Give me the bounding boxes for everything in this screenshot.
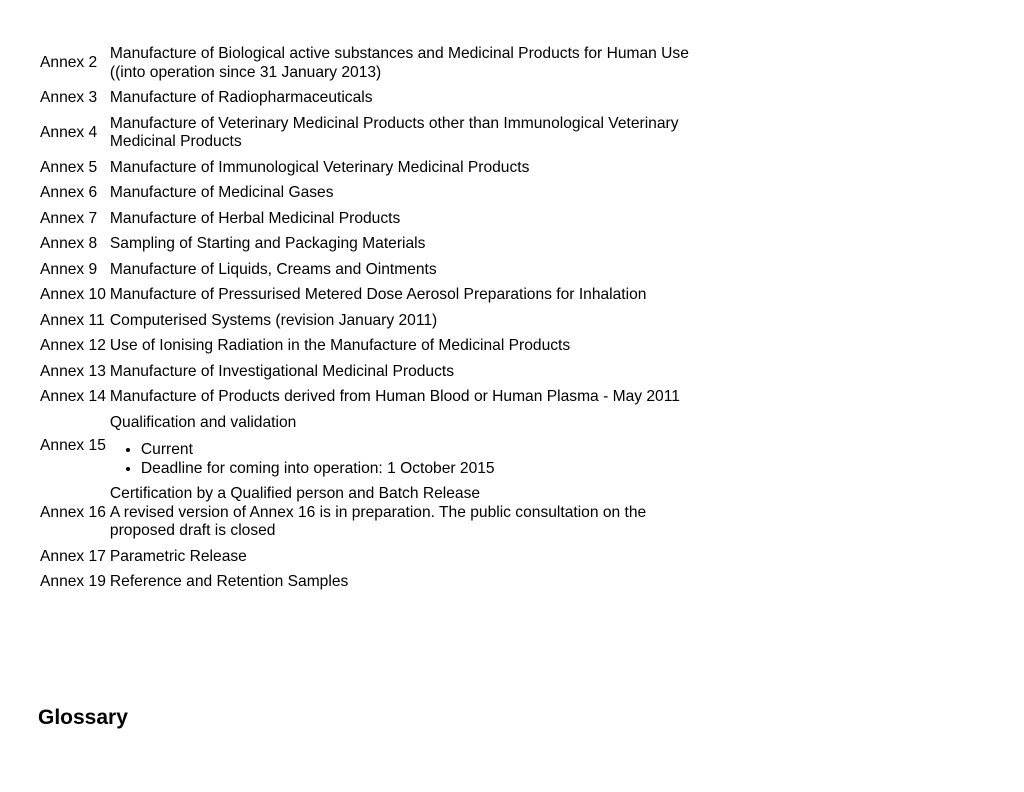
table-row	[40, 485, 700, 541]
annex-id: Annex 9	[40, 260, 98, 278]
annex-id: Annex 8	[40, 235, 98, 252]
annex-title-link[interactable]: Use of Ionising Radiation in the Manufacture of Medicinal Products	[109, 337, 571, 354]
annex-id: Annex 14	[40, 388, 106, 405]
annex-id: Annex 6	[40, 184, 98, 201]
table-row	[40, 363, 700, 382]
annex-title-link[interactable]: Manufacture of Products derived from Human Blood or Human Plasma - May 2011	[109, 388, 680, 405]
annex-id: Annex 13	[40, 362, 106, 380]
table-row	[40, 89, 700, 108]
annex-id: Annex 5	[40, 158, 98, 176]
annex-sub-list	[110, 441, 700, 478]
table-row	[40, 337, 700, 356]
table-row	[40, 184, 700, 203]
annex-id: Annex 3	[40, 89, 98, 106]
table-row	[40, 45, 700, 82]
annex-title-link[interactable]: Certification by a Qualified person and Batch Release	[109, 485, 481, 502]
annex-cell	[110, 485, 700, 541]
glossary-heading: Glossary	[38, 706, 128, 729]
annex-title-link[interactable]: Manufacture of Investigational Medicinal Products	[109, 362, 455, 380]
annex-table	[38, 38, 702, 599]
list-item-link[interactable]: • Current	[141, 441, 700, 460]
annex-title-link[interactable]: Sampling of Starting and Packaging Materials	[109, 235, 426, 252]
annex-title-link[interactable]: Qualification and validation	[109, 413, 297, 431]
annex-id: Annex 4	[40, 123, 98, 141]
table-row	[40, 573, 700, 592]
annex-id: Annex 7	[40, 209, 98, 227]
annex-title-link[interactable]: Manufacture of Pressurised Metered Dose Aerosol Preparations for Inhalation	[109, 286, 647, 303]
table-row	[40, 548, 700, 567]
annex-title-link[interactable]: Manufacture of Immunological Veterinary Medicinal Products	[109, 158, 530, 176]
annex-title-link[interactable]: Parametric Release	[109, 547, 247, 565]
annex-title-link[interactable]: Manufacture of Veterinary Medicinal Products other than Immunological Veterinary Medicinal Products	[109, 114, 679, 150]
table-row	[40, 235, 700, 254]
table-row	[40, 286, 700, 305]
table-row	[40, 388, 700, 407]
table-row	[40, 159, 700, 178]
annex-id: Annex 16	[40, 503, 106, 521]
annex-title-link[interactable]: Manufacture of Liquids, Creams and Ointments	[109, 260, 437, 278]
annex-title-link[interactable]: Manufacture of Radiopharmaceuticals	[109, 89, 373, 106]
table-row	[40, 312, 700, 331]
annex-cell	[110, 414, 700, 479]
annex-id: Annex 15	[40, 436, 106, 454]
list-item-link[interactable]: • Deadline for coming into operation: 1 October 2015	[141, 460, 700, 479]
annex-id: Annex 2	[40, 54, 98, 72]
annex-title-link[interactable]: Manufacture of Herbal Medicinal Products	[109, 209, 401, 227]
annex-note: A revised version of Annex 16 is in preparation. The public consultation on the proposed draft is closed	[109, 503, 647, 539]
annex-title-link[interactable]: Reference and Retention Samples	[109, 573, 349, 590]
annex-title-link[interactable]: Manufacture of Medicinal Gases	[109, 184, 334, 201]
table-row	[40, 414, 700, 479]
table-row	[40, 210, 700, 229]
annex-id: Annex 19	[40, 573, 106, 590]
annex-id: Annex 12	[40, 337, 106, 354]
table-row	[40, 115, 700, 152]
table-row	[40, 261, 700, 280]
annex-title-link[interactable]: Manufacture of Biological active substances and Medicinal Products for Human Use ((into operation since 31 January 2013)	[109, 45, 689, 81]
annex-id: Annex 17	[40, 547, 106, 565]
annex-id: Annex 10	[40, 286, 106, 303]
annex-id: Annex 11	[40, 311, 105, 329]
annex-title-link[interactable]: Computerised Systems (revision January 2011)	[109, 311, 438, 329]
